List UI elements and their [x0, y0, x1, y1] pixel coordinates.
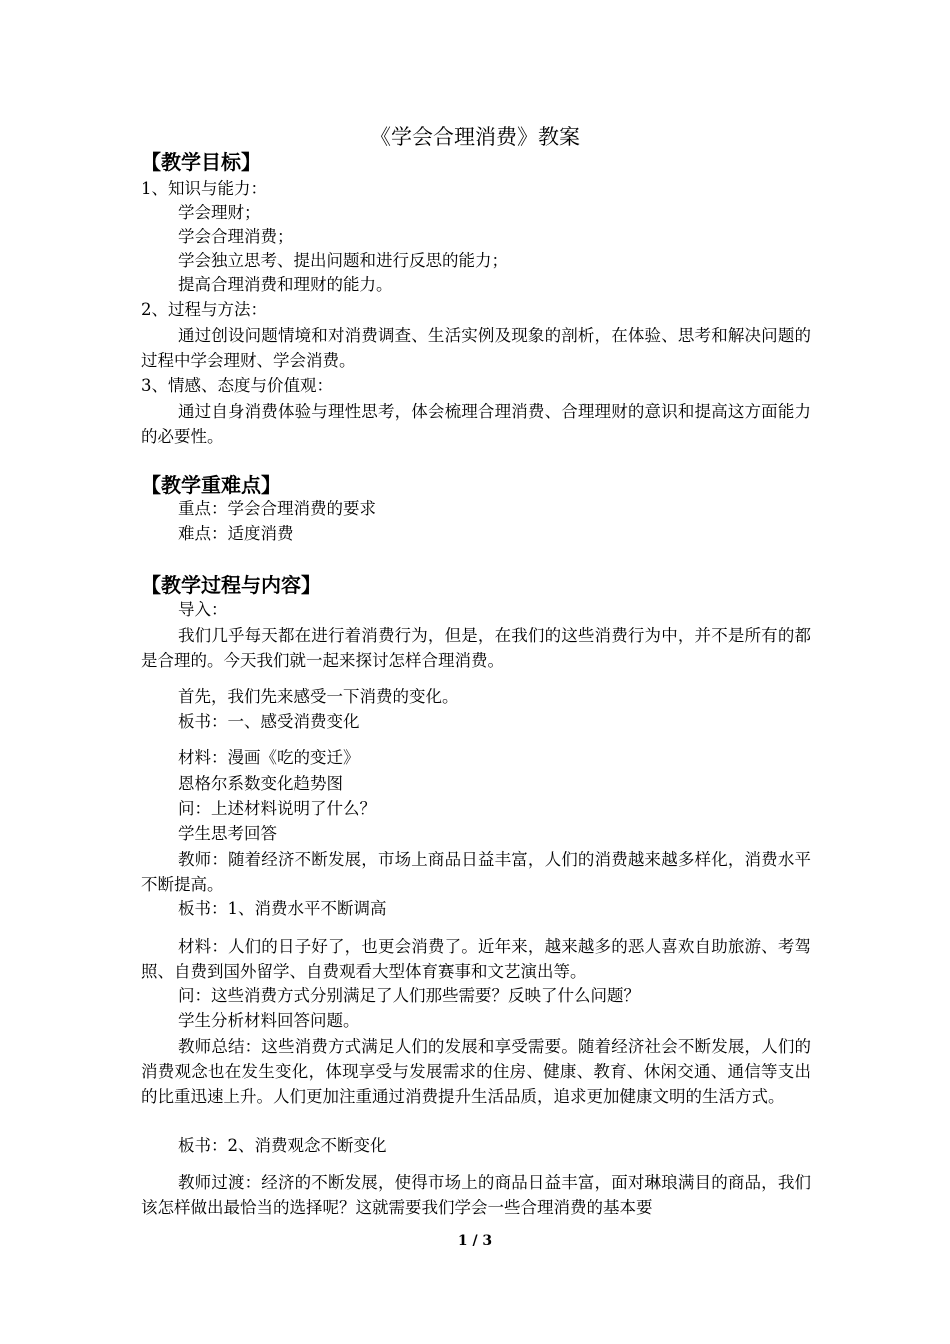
- question-line: 问：上述材料说明了什么？: [178, 799, 376, 818]
- document-title: 《学会合理消费》教案: [370, 125, 580, 149]
- page-number: 1 / 3: [457, 1233, 493, 1249]
- key-points-heading: 【教学重难点】: [141, 473, 281, 497]
- teacher-transition: 教师过渡：经济的不断发展，使得市场上的商品日益丰富，面对琳琅满目的商品，我们该怎样做出最恰当的选择呢？这就需要我们学会一些合理消费的基本要: [141, 1173, 811, 1217]
- board-note: 板书：1、消费水平不断调高: [178, 899, 387, 918]
- difficulty-point: 难点：适度消费: [178, 524, 294, 543]
- process-heading: 【教学过程与内容】: [141, 573, 321, 597]
- engel-line: 恩格尔系数变化趋势图: [178, 774, 343, 793]
- process-label: 2、过程与方法：: [141, 300, 267, 319]
- knowledge-item: 提高合理消费和理财的能力。: [178, 275, 393, 294]
- intro-text: 我们几乎每天都在进行着消费行为，但是，在我们的这些消费行为中，并不是所有的都是合理的。今天我们就一起来探讨怎样合理消费。: [141, 626, 811, 670]
- emotion-label: 3、情感、态度与价值观：: [141, 376, 333, 395]
- student-line: 学生思考回答: [178, 824, 277, 843]
- key-point: 重点：学会合理消费的要求: [178, 499, 376, 518]
- intro-label: 导入：: [178, 600, 228, 619]
- teacher-summary: 教师总结：这些消费方式满足人们的发展和享受需要。随着经济社会不断发展，人们的消费观念也在发生变化，体现享受与发展需求的住房、健康、教育、休闲交通、通信等支出的比重迅速上升。人们更加注重通过消费提升生活品质，追求更加健康文明的生活方式。: [141, 1037, 811, 1106]
- knowledge-label: 1、知识与能力：: [141, 179, 267, 198]
- student-line: 学生分析材料回答问题。: [178, 1011, 360, 1030]
- knowledge-item: 学会合理消费；: [178, 227, 294, 246]
- knowledge-item: 学会理财；: [178, 203, 261, 222]
- emotion-text: 通过自身消费体验与理性思考，体会梳理合理消费、合理理财的意识和提高这方面能力的必要性。: [141, 402, 811, 446]
- board-note: 板书：2、消费观念不断变化: [178, 1136, 387, 1155]
- first-line: 首先，我们先来感受一下消费的变化。: [178, 687, 459, 706]
- teacher-text: 教师：随着经济不断发展，市场上商品日益丰富，人们的消费越来越多样化，消费水平不断提高。: [141, 850, 811, 894]
- process-text: 通过创设问题情境和对消费调查、生活实例及现象的剖析，在体验、思考和解决问题的过程中学会理财、学会消费。: [141, 326, 811, 370]
- board-note: 板书：一、感受消费变化: [178, 712, 360, 731]
- material-line: 材料：漫画《吃的变迁》: [178, 748, 360, 767]
- objectives-heading: 【教学目标】: [141, 150, 261, 174]
- knowledge-item: 学会独立思考、提出问题和进行反思的能力；: [178, 251, 508, 270]
- question-line: 问：这些消费方式分别满足了人们那些需要？反映了什么问题？: [178, 986, 640, 1005]
- material-text: 材料：人们的日子好了，也更会消费了。近年来，越来越多的恶人喜欢自助旅游、考驾照、自费到国外留学、自费观看大型体育赛事和文艺演出等。: [141, 937, 811, 981]
